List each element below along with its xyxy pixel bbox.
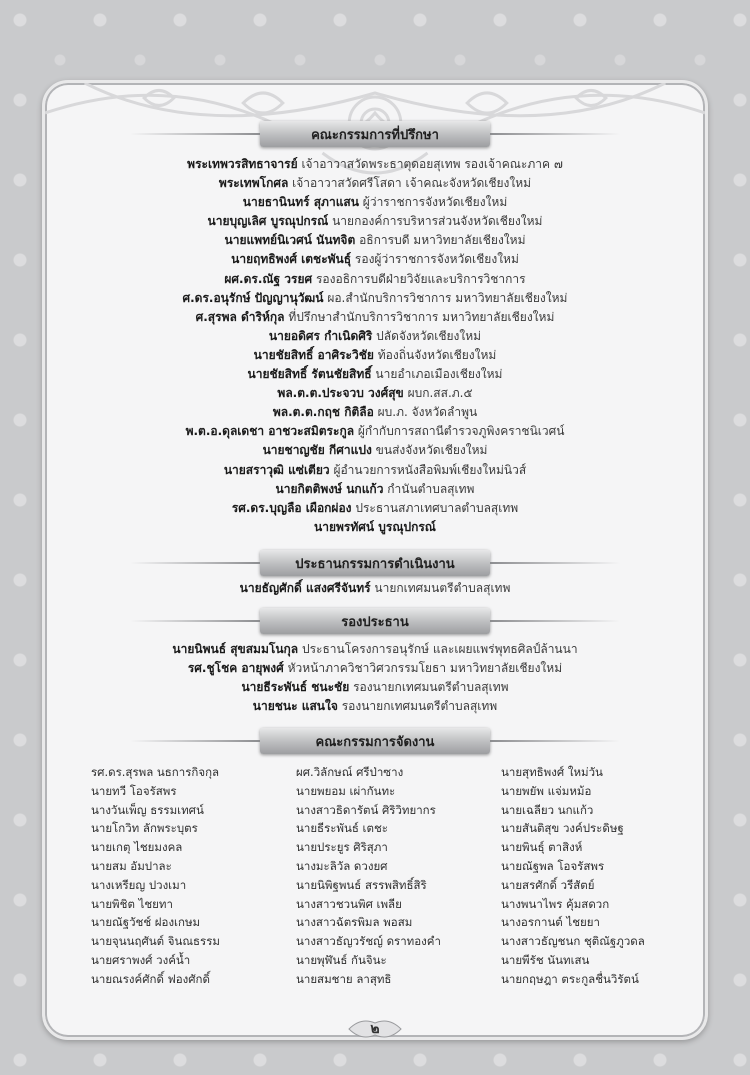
advisors-entry <box>45 289 705 308</box>
person-name: พระเทพโกศล <box>218 176 289 191</box>
person-position: ผบ.ภ. จังหวัดลำพูน <box>377 405 478 420</box>
person-name: นายธัญศักดิ์ แสงศรีจันทร์ <box>239 581 371 595</box>
advisors-entry <box>45 461 705 480</box>
person-position: นายกเทศมนตรีตำบลสุเทพ <box>374 581 511 595</box>
person-position: ประธานสภาเทศบาลตำบลสุเทพ <box>355 500 519 515</box>
vice-banner <box>260 608 490 634</box>
advisors-entry <box>45 384 705 403</box>
person-name: นายชัยสิทธิ์ อาศิระวิชัย <box>253 347 374 362</box>
person-position: รองอธิการบดีฝ่ายวิจัยและบริการวิชาการ <box>315 271 526 286</box>
advisors-title: คณะกรรมการที่ปรึกษา <box>311 127 439 143</box>
page-number-text: ๒ <box>370 1021 380 1037</box>
person-name: ศ.ดร.อนุรักษ์ ปัญญานุวัฒน์ <box>182 290 324 305</box>
organizer-name: ผศ.วิลักษณ์ ศรีป่าซาง <box>296 765 404 779</box>
page-number <box>347 1015 403 1043</box>
organizer-name: นายพิชิต ไชยทา <box>91 896 173 911</box>
organizer-name: นายพินธุ์ ตาสิงห์ <box>501 840 583 855</box>
advisors-entry <box>45 212 705 231</box>
organizer-name: นางสาวฉัตรพิมล พอสม <box>296 915 413 930</box>
person-name: นายธีระพันธ์ ชนะชัย <box>241 680 350 695</box>
organizer-name: นายศราพงศ์ วงค์น้ำ <box>91 952 191 967</box>
person-name: นายชาญชัย กีศาแปง <box>262 443 372 458</box>
organizers-banner <box>260 728 490 754</box>
organizers-columns <box>91 763 691 989</box>
person-name: นายชนะ แสนใจ <box>252 699 338 714</box>
person-position: รองนายกเทศมนตรีตำบลสุเทพ <box>341 699 498 714</box>
organizers-title: คณะกรรมการจัดงาน <box>315 734 435 750</box>
organizer-name: นายพุฬันธ์ กันจินะ <box>296 952 387 967</box>
person-position: อธิการบดี มหาวิทยาลัยเชียงใหม่ <box>359 233 526 248</box>
advisors-entry <box>45 155 705 174</box>
person-position: ผบก.สส.ภ.๕ <box>407 386 473 401</box>
organizer-name: นายณรงค์ศักดิ์ ฟองศักดิ์ <box>91 971 210 986</box>
organizer-name: นายสม อัมปาละ <box>91 858 172 873</box>
organizers-column-3 <box>501 763 691 989</box>
vice-list <box>45 640 705 716</box>
organizer-name: นางวันเพ็ญ ธรรมเทศน์ <box>91 802 204 817</box>
person-name: นายชัยสิทธิ์ รัตนชัยสิทธิ์ <box>247 367 372 382</box>
person-name: พล.ต.ต.กฤช กิติลือ <box>272 405 374 420</box>
organizer-name: นายทวี โอจรัสพร <box>91 783 177 798</box>
vice-entry <box>45 678 705 697</box>
person-name: นายพรทัศน์ บูรณุปกรณ์ <box>314 519 436 534</box>
organizer-name: นายพีรัช นันทเสน <box>501 952 590 967</box>
advisors-entry <box>45 441 705 460</box>
advisors-list <box>45 155 705 537</box>
organizer-name: นายสุทธิพงศ์ ใหม่วัน <box>501 765 603 779</box>
advisors-entry <box>45 365 705 384</box>
advisors-entry <box>45 231 705 250</box>
organizer-name: รศ.ดร.สุรพล นธการกิจกุล <box>91 765 220 779</box>
person-position: เจ้าอาวาสวัดพระธาตุดอยสุเทพ รองเจ้าคณะภาค ๗ <box>301 157 563 171</box>
chair-title: ประธานกรรมการดำเนินงาน <box>295 556 455 572</box>
organizer-name: นางมะลิวัล ดวงยศ <box>296 858 388 873</box>
vice-entry <box>45 697 705 716</box>
organizer-name: นายพยอม เผ่ากันทะ <box>296 783 396 798</box>
person-position: หัวหน้าภาควิชาวิศวกรรมโยธา มหาวิทยาลัยเชียงใหม่ <box>287 661 563 676</box>
organizer-name: นางสาวธัญวรัชญ์ ดราทองคำ <box>296 934 441 949</box>
chair-entry <box>45 579 705 598</box>
person-name: รศ.ดร.บุญลือ เผือกผ่อง <box>231 500 352 515</box>
person-position: ขนส่งจังหวัดเชียงใหม่ <box>375 443 488 458</box>
organizer-name: นายพยัพ แจ่มหม้อ <box>501 783 592 798</box>
person-position: เจ้าอาวาสวัดศรีโสดา เจ้าคณะจังหวัดเชียงใหม่ <box>292 176 532 191</box>
organizers-column-2 <box>296 763 486 989</box>
person-position: นายกองค์การบริหารส่วนจังหวัดเชียงใหม่ <box>332 214 543 229</box>
advisors-entry <box>45 193 705 212</box>
person-name: ศ.สุรพล ดำริห์กุล <box>195 309 285 324</box>
organizer-name: นายสมชาย ลาสุทธิ <box>296 971 392 986</box>
person-name: นายแพทย์นิเวศน์ นันทจิต <box>224 233 356 248</box>
chair-banner <box>260 550 490 576</box>
person-position: รองนายกเทศมนตรีตำบลสุเทพ <box>353 680 509 695</box>
organizer-name: นายณัฐพล โอจรัสพร <box>501 858 605 873</box>
advisors-entry <box>45 270 705 289</box>
organizer-name: นายจุนนฤศันต์ จินณธรรม <box>91 934 220 949</box>
person-position: ผอ.สำนักบริการวิชาการ มหาวิทยาลัยเชียงใหม่ <box>327 290 568 305</box>
organizer-name: นายเกตุ ไชยมงคล <box>91 840 183 855</box>
person-name: พล.ต.ต.ประจวบ วงศ์สุข <box>277 386 404 401</box>
organizer-name: นายสรศักดิ์ วรีสัตย์ <box>501 877 595 892</box>
person-name: รศ.ชูโชค อายุพงศ์ <box>187 661 284 676</box>
person-position: ที่ปรึกษาสำนักบริการวิชาการ มหาวิทยาลัยเชียงใหม่ <box>288 309 555 324</box>
person-position: นายอำเภอเมืองเชียงใหม่ <box>375 367 503 382</box>
person-name: นายธานินทร์ สุภาแสน <box>242 195 359 210</box>
organizers-column-1 <box>91 763 281 989</box>
person-position: ผู้อำนวยการหนังสือพิมพ์เชียงใหม่นิวส์ <box>333 462 527 477</box>
person-name: พ.ต.อ.ดุลเดชา อาชวะสมิตระกูล <box>185 424 355 439</box>
advisors-entry <box>45 250 705 269</box>
person-position: ปลัดจังหวัดเชียงใหม่ <box>376 328 482 343</box>
person-name: นายอดิศร กำเนิดศิริ <box>268 328 373 343</box>
advisors-entry <box>45 403 705 422</box>
organizer-name: นายประยูร ศิริสุภา <box>296 840 388 855</box>
person-name: พระเทพวรสิทธาจารย์ <box>187 157 298 171</box>
advisors-entry <box>45 480 705 499</box>
advisors-entry <box>45 308 705 327</box>
person-position: ผู้กำกับการสถานีตำรวจภูพิงคราชนิเวศน์ <box>357 424 565 439</box>
content-panel <box>42 80 708 1040</box>
person-position: ประธานโครงการอนุรักษ์ และเผยแพร่พุทธศิลป์ล้านนา <box>301 642 578 656</box>
person-name: ผศ.ดร.ณัฐ วรยศ <box>224 271 313 286</box>
organizer-name: นายเฉลียว นกแก้ว <box>501 802 594 817</box>
person-position: รองผู้ว่าราชการจังหวัดเชียงใหม่ <box>354 252 519 267</box>
organizer-name: นายนิพิฐพนธ์ สรรพสิทธิ์สิริ <box>296 877 427 892</box>
advisors-entry <box>45 327 705 346</box>
vice-entry <box>45 659 705 678</box>
chair-list <box>45 579 705 598</box>
person-name: นายบุญเลิศ บูรณุปกรณ์ <box>207 214 329 229</box>
advisors-banner <box>260 121 490 147</box>
organizer-name: นายโกวิท ลักพระบุตร <box>91 821 198 836</box>
person-position: ผู้ว่าราชการจังหวัดเชียงใหม่ <box>362 195 508 210</box>
vice-title: รองประธาน <box>341 614 409 630</box>
person-position: ท้องถิ่นจังหวัดเชียงใหม่ <box>377 347 497 362</box>
organizer-name: นายธีระพันธ์ เตชะ <box>296 821 388 836</box>
organizer-name: นางสาวธิดารัตน์ ศิริวิทยากร <box>296 802 436 817</box>
organizer-name: นายณัฐวัชช์ ฝองเกษม <box>91 915 201 930</box>
person-name: นายสราวุฒิ แซ่เตียว <box>223 462 330 477</box>
advisors-entry <box>45 174 705 193</box>
organizer-name: นายสันติสุข วงค์ประดิษฐ <box>501 821 624 836</box>
advisors-entry <box>45 422 705 441</box>
organizer-name: นางเหรียญ ปวงเมา <box>91 877 187 892</box>
organizer-name: นางสาวชวนพิศ เพลีย <box>296 896 402 911</box>
advisors-entry <box>45 499 705 518</box>
organizer-name: นางอรกานต์ ไชยยา <box>501 915 600 930</box>
advisors-entry <box>45 346 705 365</box>
person-name: นายกิตติพงษ์ นกแก้ว <box>275 481 384 496</box>
organizer-name: นายกฤษฎา ตระกูลชื่นวิรัตน์ <box>501 971 639 986</box>
organizer-name: นางสาวธัญชนก ชุติณัฐภูวดล <box>501 934 645 949</box>
advisors-entry <box>45 518 705 537</box>
person-name: นายนิพนธ์ สุขสมมโนกุล <box>172 642 299 656</box>
organizer-name: นางพนาไพร คุ้มสดวก <box>501 896 610 911</box>
person-name: นายฤทธิพงศ์ เตชะพันธุ์ <box>231 252 352 267</box>
vice-entry <box>45 640 705 659</box>
person-position: กำนันตำบลสุเทพ <box>387 481 475 496</box>
